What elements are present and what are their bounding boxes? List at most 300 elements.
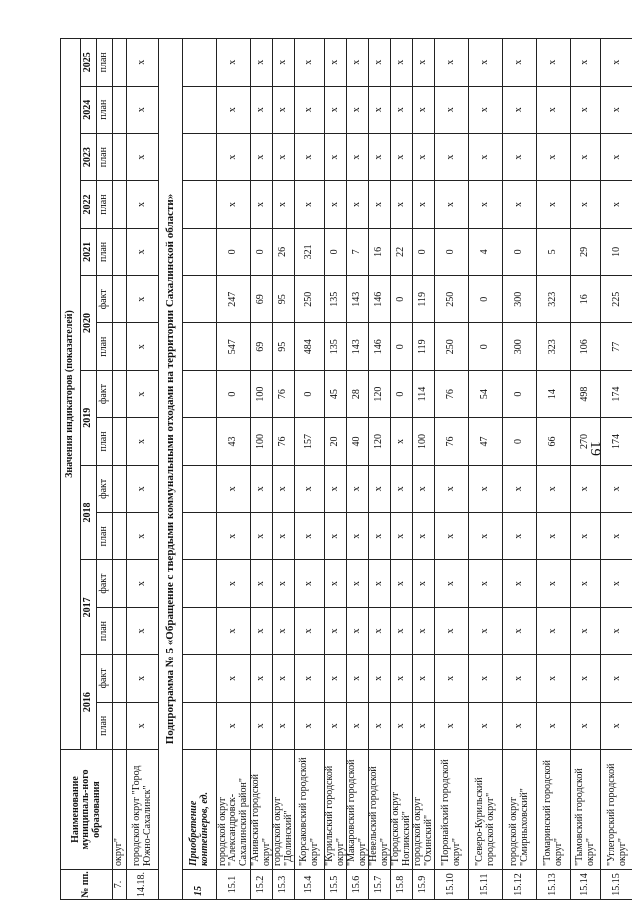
section-name: Приобретение контейнеров, ед. — [183, 750, 217, 870]
value-cell: х — [537, 702, 571, 749]
municipality-name: "Невельский городской округ" — [369, 750, 391, 870]
value-cell — [113, 228, 127, 275]
value-cell: 323 — [537, 276, 571, 323]
value-cell: 0 — [503, 370, 537, 417]
row-number: 15.9 — [413, 870, 435, 900]
value-cell: х — [601, 465, 632, 512]
municipality-name: городской округ "Охинский" — [413, 750, 435, 870]
value-cell: х — [347, 39, 369, 87]
value-cell: х — [273, 560, 295, 607]
value-cell — [113, 276, 127, 323]
value-cell — [113, 513, 127, 560]
value-cell: х — [413, 655, 435, 702]
header-name: Наименование муниципаль-ного образования — [61, 750, 113, 870]
empty-cell — [183, 655, 217, 702]
table-row — [127, 39, 159, 900]
value-cell: х — [251, 702, 273, 749]
value-cell: 100 — [413, 418, 435, 465]
value-cell: х — [601, 560, 632, 607]
value-cell: х — [217, 513, 251, 560]
value-cell — [113, 86, 127, 133]
value-cell: х — [273, 86, 295, 133]
value-cell: х — [369, 39, 391, 87]
value-cell: х — [127, 418, 159, 465]
empty-cell — [183, 276, 217, 323]
value-cell: х — [217, 181, 251, 228]
empty-cell — [183, 513, 217, 560]
value-cell — [113, 655, 127, 702]
row-number: 15.14 — [571, 870, 601, 900]
value-cell: х — [295, 513, 325, 560]
municipality-name: городской округ "Смирныховский" — [503, 750, 537, 870]
value-cell: х — [571, 133, 601, 180]
value-cell: х — [217, 560, 251, 607]
row-number: 15.5 — [325, 870, 347, 900]
year-header: 2025 — [81, 39, 97, 87]
value-cell — [113, 181, 127, 228]
value-cell: 250 — [295, 276, 325, 323]
municipality-name: "Углегорский городской округ" — [601, 750, 632, 870]
value-cell: 20 — [325, 418, 347, 465]
value-cell: 225 — [601, 276, 632, 323]
value-cell: х — [127, 181, 159, 228]
subprogram-row — [159, 39, 183, 900]
table-row — [601, 39, 632, 900]
value-cell: 547 — [217, 323, 251, 370]
value-cell: х — [413, 560, 435, 607]
header-num: № пп. — [61, 870, 113, 900]
value-cell: х — [369, 465, 391, 512]
value-cell: 45 — [325, 370, 347, 417]
value-cell: 66 — [537, 418, 571, 465]
value-cell: х — [127, 228, 159, 275]
value-cell: х — [435, 86, 469, 133]
value-cell: 76 — [435, 418, 469, 465]
value-cell: х — [347, 465, 369, 512]
value-cell: х — [601, 513, 632, 560]
year-header: 2020 — [81, 276, 97, 371]
value-cell: х — [571, 181, 601, 228]
value-cell: х — [347, 181, 369, 228]
value-cell: х — [295, 560, 325, 607]
value-cell: х — [325, 655, 347, 702]
value-cell: х — [217, 607, 251, 654]
value-cell: х — [295, 702, 325, 749]
value-cell: х — [537, 655, 571, 702]
value-cell: х — [325, 607, 347, 654]
fact-header: факт — [97, 655, 113, 702]
year-header: 2017 — [81, 560, 97, 655]
value-cell: х — [251, 181, 273, 228]
table-row — [347, 39, 369, 900]
year-header: 2023 — [81, 133, 97, 180]
municipality-name: "Макаровский городской округ" — [347, 750, 369, 870]
value-cell: 0 — [325, 228, 347, 275]
value-cell: х — [391, 39, 413, 87]
empty-cell — [183, 323, 217, 370]
plan-header: план — [97, 513, 113, 560]
value-cell: х — [127, 86, 159, 133]
row-number: 15.2 — [251, 870, 273, 900]
value-cell: х — [273, 655, 295, 702]
plan-header: план — [97, 181, 113, 228]
indicator-table — [60, 38, 632, 900]
value-cell: х — [217, 702, 251, 749]
value-cell: х — [391, 560, 413, 607]
empty-cell — [183, 86, 217, 133]
value-cell: 250 — [435, 323, 469, 370]
value-cell: х — [601, 607, 632, 654]
value-cell: х — [469, 655, 503, 702]
value-cell: х — [469, 39, 503, 87]
value-cell: х — [273, 39, 295, 87]
value-cell: 321 — [295, 228, 325, 275]
page-number: 19 — [587, 441, 603, 456]
value-cell: х — [369, 181, 391, 228]
value-cell: 0 — [413, 228, 435, 275]
row-number: 15.7 — [369, 870, 391, 900]
value-cell: х — [273, 513, 295, 560]
value-cell: х — [251, 39, 273, 87]
value-cell: х — [217, 39, 251, 87]
municipality-name: "Курильский городской округ" — [325, 750, 347, 870]
value-cell: 10 — [601, 228, 632, 275]
plan-header: план — [97, 86, 113, 133]
value-cell: х — [127, 702, 159, 749]
value-cell: х — [469, 181, 503, 228]
value-cell: 120 — [369, 370, 391, 417]
value-cell: х — [369, 607, 391, 654]
value-cell: 119 — [413, 323, 435, 370]
value-cell: х — [391, 465, 413, 512]
value-cell: х — [601, 702, 632, 749]
value-cell — [113, 418, 127, 465]
value-cell: 120 — [369, 418, 391, 465]
value-cell: 43 — [217, 418, 251, 465]
value-cell: х — [413, 86, 435, 133]
value-cell: х — [369, 655, 391, 702]
value-cell: 4 — [469, 228, 503, 275]
value-cell: х — [251, 560, 273, 607]
municipality-name: округ" — [113, 750, 127, 870]
value-cell: 0 — [503, 418, 537, 465]
value-cell: 0 — [217, 370, 251, 417]
value-cell: х — [413, 181, 435, 228]
value-cell: х — [325, 181, 347, 228]
table-row — [413, 39, 435, 900]
row-number: 15.4 — [295, 870, 325, 900]
value-cell: х — [435, 560, 469, 607]
value-cell: 14 — [537, 370, 571, 417]
value-cell — [113, 133, 127, 180]
value-cell: 146 — [369, 323, 391, 370]
fact-header: факт — [97, 276, 113, 323]
value-cell: х — [273, 181, 295, 228]
value-cell: х — [537, 86, 571, 133]
value-cell: 16 — [369, 228, 391, 275]
row-number: 15.11 — [469, 870, 503, 900]
value-cell: х — [369, 86, 391, 133]
value-cell: 22 — [391, 228, 413, 275]
value-cell — [113, 39, 127, 87]
value-cell: х — [571, 655, 601, 702]
value-cell: х — [295, 86, 325, 133]
value-cell: х — [347, 513, 369, 560]
value-cell: х — [571, 86, 601, 133]
value-cell: 498 — [571, 370, 601, 417]
value-cell: х — [503, 86, 537, 133]
value-cell: х — [295, 133, 325, 180]
value-cell: х — [469, 607, 503, 654]
value-cell: х — [469, 86, 503, 133]
value-cell: х — [413, 607, 435, 654]
value-cell: х — [391, 655, 413, 702]
value-cell: х — [347, 655, 369, 702]
value-cell: х — [325, 560, 347, 607]
value-cell: х — [435, 702, 469, 749]
empty-cell — [183, 607, 217, 654]
value-cell: х — [601, 133, 632, 180]
value-cell: х — [347, 133, 369, 180]
value-cell: х — [217, 655, 251, 702]
value-cell: х — [469, 702, 503, 749]
municipality-name: городской округ "Долинский" — [273, 750, 295, 870]
table-row — [251, 39, 273, 900]
value-cell: 484 — [295, 323, 325, 370]
value-cell: х — [503, 702, 537, 749]
value-cell: х — [571, 702, 601, 749]
table-row — [113, 39, 127, 900]
value-cell: х — [295, 181, 325, 228]
value-cell: х — [127, 607, 159, 654]
value-cell: х — [503, 513, 537, 560]
value-cell: х — [571, 513, 601, 560]
value-cell: х — [469, 513, 503, 560]
value-cell: 5 — [537, 228, 571, 275]
value-cell: х — [251, 655, 273, 702]
value-cell: х — [295, 39, 325, 87]
table-row — [537, 39, 571, 900]
value-cell: х — [391, 607, 413, 654]
table-row — [571, 39, 601, 900]
value-cell: х — [537, 607, 571, 654]
value-cell: 135 — [325, 323, 347, 370]
value-cell: 300 — [503, 276, 537, 323]
value-cell: 323 — [537, 323, 571, 370]
indicator-table-container — [60, 38, 628, 900]
plan-header: план — [97, 39, 113, 87]
empty-cell — [183, 465, 217, 512]
plan-header: план — [97, 607, 113, 654]
value-cell: 40 — [347, 418, 369, 465]
municipality-name: "Томаринский городской округ" — [537, 750, 571, 870]
value-cell: 69 — [251, 323, 273, 370]
value-cell: х — [127, 39, 159, 87]
empty-cell — [183, 370, 217, 417]
value-cell: 7 — [347, 228, 369, 275]
value-cell: 95 — [273, 276, 295, 323]
value-cell: 0 — [469, 276, 503, 323]
row-number: 15.13 — [537, 870, 571, 900]
value-cell: х — [435, 181, 469, 228]
value-cell: х — [325, 513, 347, 560]
row-number: 15.8 — [391, 870, 413, 900]
municipality-name: "Тымовский городской округ" — [571, 750, 601, 870]
empty-cell — [183, 228, 217, 275]
value-cell: х — [435, 39, 469, 87]
value-cell: 143 — [347, 276, 369, 323]
value-cell: х — [469, 133, 503, 180]
value-cell: 16 — [571, 276, 601, 323]
value-cell: 76 — [435, 370, 469, 417]
value-cell: х — [435, 465, 469, 512]
value-cell: х — [503, 655, 537, 702]
value-cell: х — [503, 607, 537, 654]
value-cell: х — [503, 560, 537, 607]
value-cell: х — [325, 465, 347, 512]
empty-cell — [183, 702, 217, 749]
value-cell: х — [537, 560, 571, 607]
value-cell — [113, 702, 127, 749]
value-cell: х — [435, 607, 469, 654]
value-cell: х — [503, 133, 537, 180]
municipality-name: "Городской округ Ногликский" — [391, 750, 413, 870]
value-cell: х — [251, 513, 273, 560]
value-cell: х — [391, 181, 413, 228]
value-cell: 0 — [391, 323, 413, 370]
value-cell: 300 — [503, 323, 537, 370]
value-cell: х — [391, 86, 413, 133]
table-row — [369, 39, 391, 900]
value-cell: х — [503, 465, 537, 512]
value-cell: х — [601, 39, 632, 87]
value-cell: х — [273, 133, 295, 180]
value-cell: х — [217, 465, 251, 512]
value-cell: х — [273, 607, 295, 654]
year-header: 2018 — [81, 465, 97, 560]
row-number: 7. — [113, 870, 127, 900]
value-cell: х — [391, 513, 413, 560]
value-cell: х — [571, 560, 601, 607]
value-cell: х — [369, 133, 391, 180]
value-cell: 100 — [251, 370, 273, 417]
value-cell: 174 — [601, 418, 632, 465]
year-header: 2022 — [81, 181, 97, 228]
empty-cell — [183, 560, 217, 607]
fact-header: факт — [97, 560, 113, 607]
value-cell: х — [435, 133, 469, 180]
value-cell: х — [273, 702, 295, 749]
value-cell: х — [217, 86, 251, 133]
value-cell: х — [347, 560, 369, 607]
value-cell: х — [469, 465, 503, 512]
value-cell: х — [251, 133, 273, 180]
value-cell: 143 — [347, 323, 369, 370]
value-cell: х — [413, 39, 435, 87]
value-cell: 28 — [347, 370, 369, 417]
plan-header: план — [97, 228, 113, 275]
value-cell: 69 — [251, 276, 273, 323]
value-cell: 106 — [571, 323, 601, 370]
plan-header: план — [97, 323, 113, 370]
value-cell: 0 — [217, 228, 251, 275]
value-cell: 119 — [413, 276, 435, 323]
value-cell — [113, 607, 127, 654]
municipality-name: "Поронайский городской округ" — [435, 750, 469, 870]
value-cell: 250 — [435, 276, 469, 323]
value-cell: 114 — [413, 370, 435, 417]
plan-header: план — [97, 702, 113, 749]
value-cell: х — [601, 181, 632, 228]
value-cell: х — [127, 133, 159, 180]
table-row — [217, 39, 251, 900]
value-cell: 270 — [571, 418, 601, 465]
value-cell: х — [537, 133, 571, 180]
value-cell: х — [325, 39, 347, 87]
value-cell: 54 — [469, 370, 503, 417]
year-header: 2024 — [81, 86, 97, 133]
value-cell: х — [601, 655, 632, 702]
value-cell: х — [295, 465, 325, 512]
value-cell: х — [127, 513, 159, 560]
value-cell: х — [295, 655, 325, 702]
municipality-name: городской округ "Город Южно-Сахалинск" — [127, 750, 159, 870]
value-cell: х — [537, 465, 571, 512]
row-number: 15.12 — [503, 870, 537, 900]
value-cell: 146 — [369, 276, 391, 323]
value-cell: 135 — [325, 276, 347, 323]
value-cell: 174 — [601, 370, 632, 417]
value-cell: 100 — [251, 418, 273, 465]
row-number: 15.10 — [435, 870, 469, 900]
value-cell: х — [571, 39, 601, 87]
table-body — [113, 39, 632, 900]
value-cell: 247 — [217, 276, 251, 323]
subprogram-title: Подпрограмма № 5 «Обращение с твердыми коммунальными отходами на территории Сахалинской области» — [159, 39, 183, 900]
value-cell: х — [469, 560, 503, 607]
empty-cell — [183, 39, 217, 87]
value-cell: 77 — [601, 323, 632, 370]
municipality-name: "Корсаковский городской округ" — [295, 750, 325, 870]
fact-header: факт — [97, 465, 113, 512]
fact-header: факт — [97, 370, 113, 417]
value-cell: 0 — [469, 323, 503, 370]
value-cell: х — [503, 181, 537, 228]
section-row — [183, 39, 217, 900]
table-row — [273, 39, 295, 900]
value-cell: х — [127, 560, 159, 607]
value-cell: х — [369, 560, 391, 607]
value-cell: х — [435, 513, 469, 560]
value-cell — [113, 323, 127, 370]
municipality-name: городской округ "Александровск-Сахалинский район" — [217, 750, 251, 870]
value-cell: 0 — [435, 228, 469, 275]
value-cell: х — [347, 702, 369, 749]
value-cell: 157 — [295, 418, 325, 465]
value-cell: х — [391, 418, 413, 465]
year-header: 2021 — [81, 228, 97, 275]
row-number: 15.3 — [273, 870, 295, 900]
section-number: 15 — [183, 870, 217, 900]
value-cell: х — [601, 86, 632, 133]
row-number: 15.1 — [217, 870, 251, 900]
value-cell: х — [127, 370, 159, 417]
value-cell: х — [127, 323, 159, 370]
municipality-name: "Северо-Курильский городской округ" — [469, 750, 503, 870]
value-cell: х — [347, 86, 369, 133]
plan-header: план — [97, 418, 113, 465]
table-row — [435, 39, 469, 900]
